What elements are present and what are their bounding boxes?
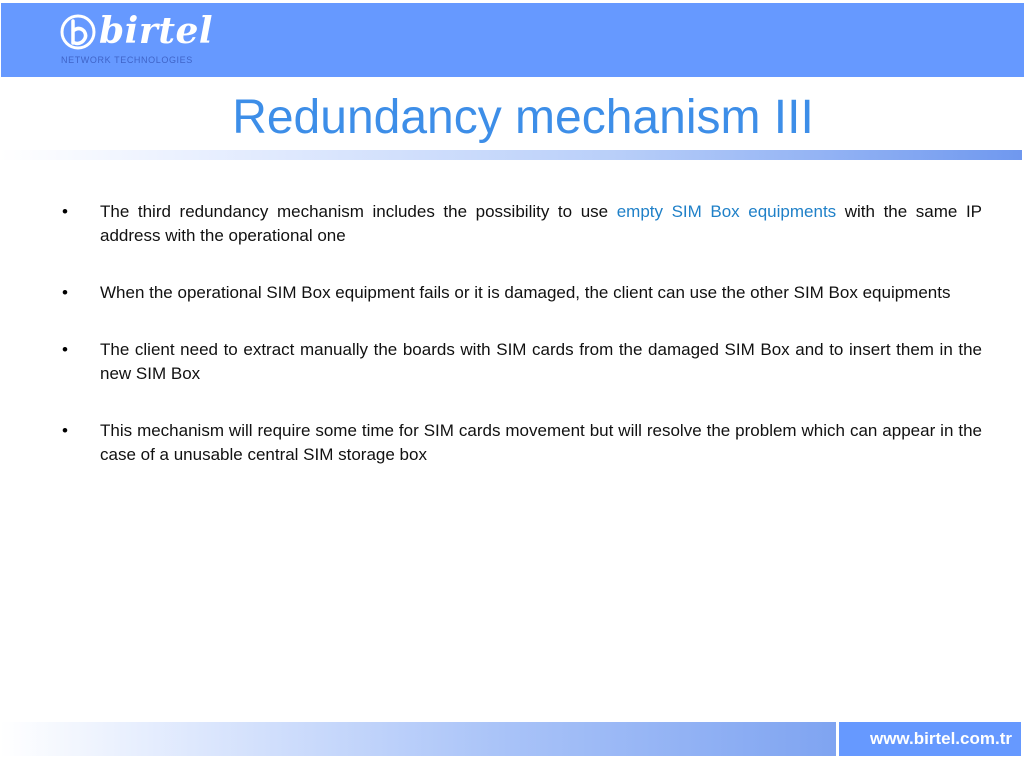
bullet-text [100, 419, 982, 467]
bullet-marker: • [62, 283, 68, 302]
bullet-item [0, 200, 1024, 248]
bullet-text [100, 200, 982, 248]
title-divider [0, 150, 1022, 160]
bullet-text-part: with the same IP address with the operational one [100, 202, 983, 245]
bullet-list [0, 200, 1024, 500]
bullet-text-part: The client need to extract manually the boards with SIM cards from the damaged SIM Box and to insert them in the new SIM Box [100, 340, 982, 383]
footer-band [0, 722, 836, 756]
bullet-item [0, 419, 1024, 467]
bullet-text [100, 338, 982, 386]
birtel-logo [59, 11, 219, 71]
header-band [1, 3, 1024, 77]
footer-url: www.birtel.com.tr [869, 729, 1012, 748]
footer-url-box [839, 722, 1021, 756]
bullet-marker: • [62, 421, 68, 440]
birtel-b-logo-icon [59, 13, 97, 51]
slide-title: Redundancy mechanism III [232, 91, 814, 144]
logo-wordmark: birtel [99, 10, 214, 52]
logo-tagline: NETWORK TECHNOLOGIES [61, 55, 193, 65]
bullet-marker: • [62, 202, 68, 221]
highlighted-term: empty SIM Box equipments [616, 202, 837, 221]
bullet-text-part: The third redundancy mechanism includes the possibility to use [100, 202, 617, 221]
bullet-item [0, 281, 1024, 305]
bullet-text-part: This mechanism will require some time for SIM cards movement but will resolve the problem which can appear in the case of a unusable central SIM storage box [100, 421, 982, 464]
bullet-item [0, 338, 1024, 386]
bullet-text-part: When the operational SIM Box equipment fails or it is damaged, the client can use the other SIM Box equipments [100, 283, 951, 302]
bullet-marker: • [62, 340, 68, 359]
bullet-text [100, 281, 982, 305]
